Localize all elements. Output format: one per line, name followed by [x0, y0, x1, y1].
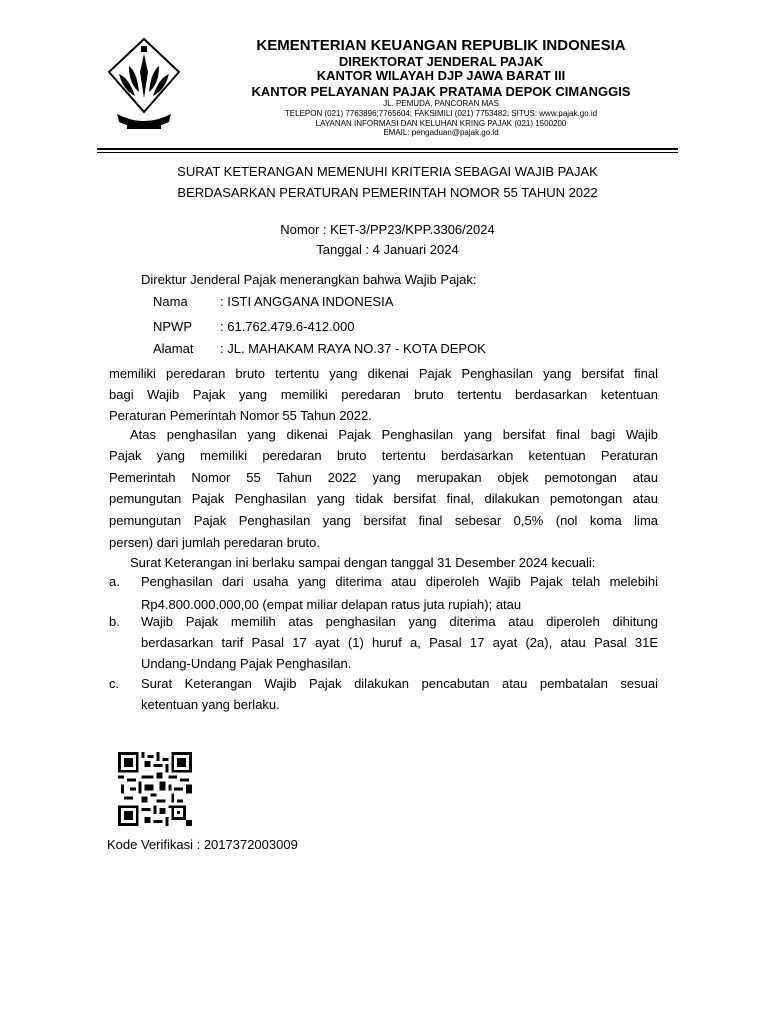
condition-a-line: Penghasilan dari usaha yang diterima atau diperoleh Wajib Pajak telah melebihi [141, 574, 658, 589]
validity-statement: Surat Keterangan ini berlaku sampai dengan tanggal 31 Desember 2024 kecuali: [130, 555, 596, 570]
condition-b-marker: b. [109, 614, 120, 629]
intro-text: Direktur Jenderal Pajak menerangkan bahwa Wajib Pajak: [141, 272, 477, 287]
npwp-label: NPWP [153, 319, 192, 334]
document-title-line1: SURAT KETERANGAN MEMENUHI KRITERIA SEBAGAI WAJIB PAJAK [177, 164, 598, 179]
document-date: Tanggal : 4 Januari 2024 [316, 242, 459, 257]
verification-code: Kode Verifikasi : 2017372003009 [107, 837, 298, 852]
directorate-name: DIREKTORAT JENDERAL PAJAK [338, 54, 544, 69]
paragraph-2-line: pemungutan Pajak Penghasilan yang bersifat final sebesar 0,5% (nol koma lima [109, 513, 658, 528]
paragraph-1-line: Peraturan Pemerintah Nomor 55 Tahun 2022. [109, 408, 372, 423]
office-address: JL. PEMUDA, PANCORAN MAS [383, 99, 499, 108]
paragraph-2-line: Atas penghasilan yang dikenai Pajak Penghasilan yang bersifat final bagi Wajib [130, 427, 658, 442]
paragraph-1-line: bagi Wajib Pajak yang memiliki peredaran bruto tertentu berdasarkan ketentuan [109, 387, 658, 402]
address-value: : JL. MAHAKAM RAYA NO.37 - KOTA DEPOK [220, 341, 486, 356]
condition-a-line: Rp4.800.000.000,00 (empat miliar delapan ratus juta rupiah); atau [141, 597, 522, 612]
condition-b-line: berdasarkan tarif Pasal 17 ayat (1) huruf a, Pasal 17 ayat (2a), atau Pasal 31E [141, 635, 658, 650]
condition-a-marker: a. [109, 574, 120, 589]
regional-office-name: KANTOR WILAYAH DJP JAWA BARAT III [316, 68, 566, 83]
document-number: Nomor : KET-3/PP23/KPP.3306/2024 [280, 222, 495, 237]
name-label: Nama [153, 294, 188, 309]
npwp-value: : 61.762.479.6-412.000 [220, 319, 355, 334]
condition-c-line: ketentuan yang berlaku. [141, 697, 280, 712]
header-divider [97, 148, 678, 150]
address-label: Alamat [153, 341, 194, 356]
condition-c-marker: c. [109, 676, 120, 691]
office-contact: TELEPON (021) 7763896;7765604; FAKSIMILI (021) 7753482; SITUS: www.pajak.go.id [284, 109, 598, 118]
name-value: : ISTI ANGGANA INDONESIA [220, 294, 394, 309]
office-email: EMAIL: pengaduan@pajak.go.id [383, 128, 499, 137]
paragraph-2-line: persen) dari jumlah peredaran bruto. [109, 535, 321, 550]
ministry-emblem-icon [105, 36, 183, 136]
qr-code-icon [118, 752, 192, 826]
condition-c-line: Surat Keterangan Wajib Pajak dilakukan pencabutan atau pembatalan sesuai [141, 676, 658, 691]
paragraph-1-line: memiliki peredaran bruto tertentu yang dikenai Pajak Penghasilan yang bersifat final [109, 366, 658, 381]
document-title-line2: BERDASARKAN PERATURAN PEMERINTAH NOMOR 55 TAHUN 2022 [177, 185, 598, 200]
paragraph-2-line: pemungutan Pajak Penghasilan yang tidak bersifat final, dilakukan pemotongan atau [109, 491, 658, 506]
tax-office-name: KANTOR PELAYANAN PAJAK PRATAMA DEPOK CIMANGGIS [251, 84, 631, 99]
paragraph-2-line: Pemerintah Nomor 55 Tahun 2022 yang merupakan objek pemotongan atau [109, 470, 658, 485]
condition-b-line: Wajib Pajak memilih atas penghasilan yang diterima atau diperoleh dihitung [141, 614, 658, 629]
header-divider-thin [97, 152, 678, 153]
service-line: LAYANAN INFORMASI DAN KELUHAN KRING PAJAK (021) 1500200 [315, 119, 567, 128]
ministry-name: KEMENTERIAN KEUANGAN REPUBLIK INDONESIA [256, 37, 626, 54]
paragraph-2-line: Pajak yang memiliki peredaran bruto tertentu berdasarkan ketentuan Peraturan [109, 448, 658, 463]
condition-b-line: Undang-Undang Pajak Penghasilan. [141, 656, 352, 671]
